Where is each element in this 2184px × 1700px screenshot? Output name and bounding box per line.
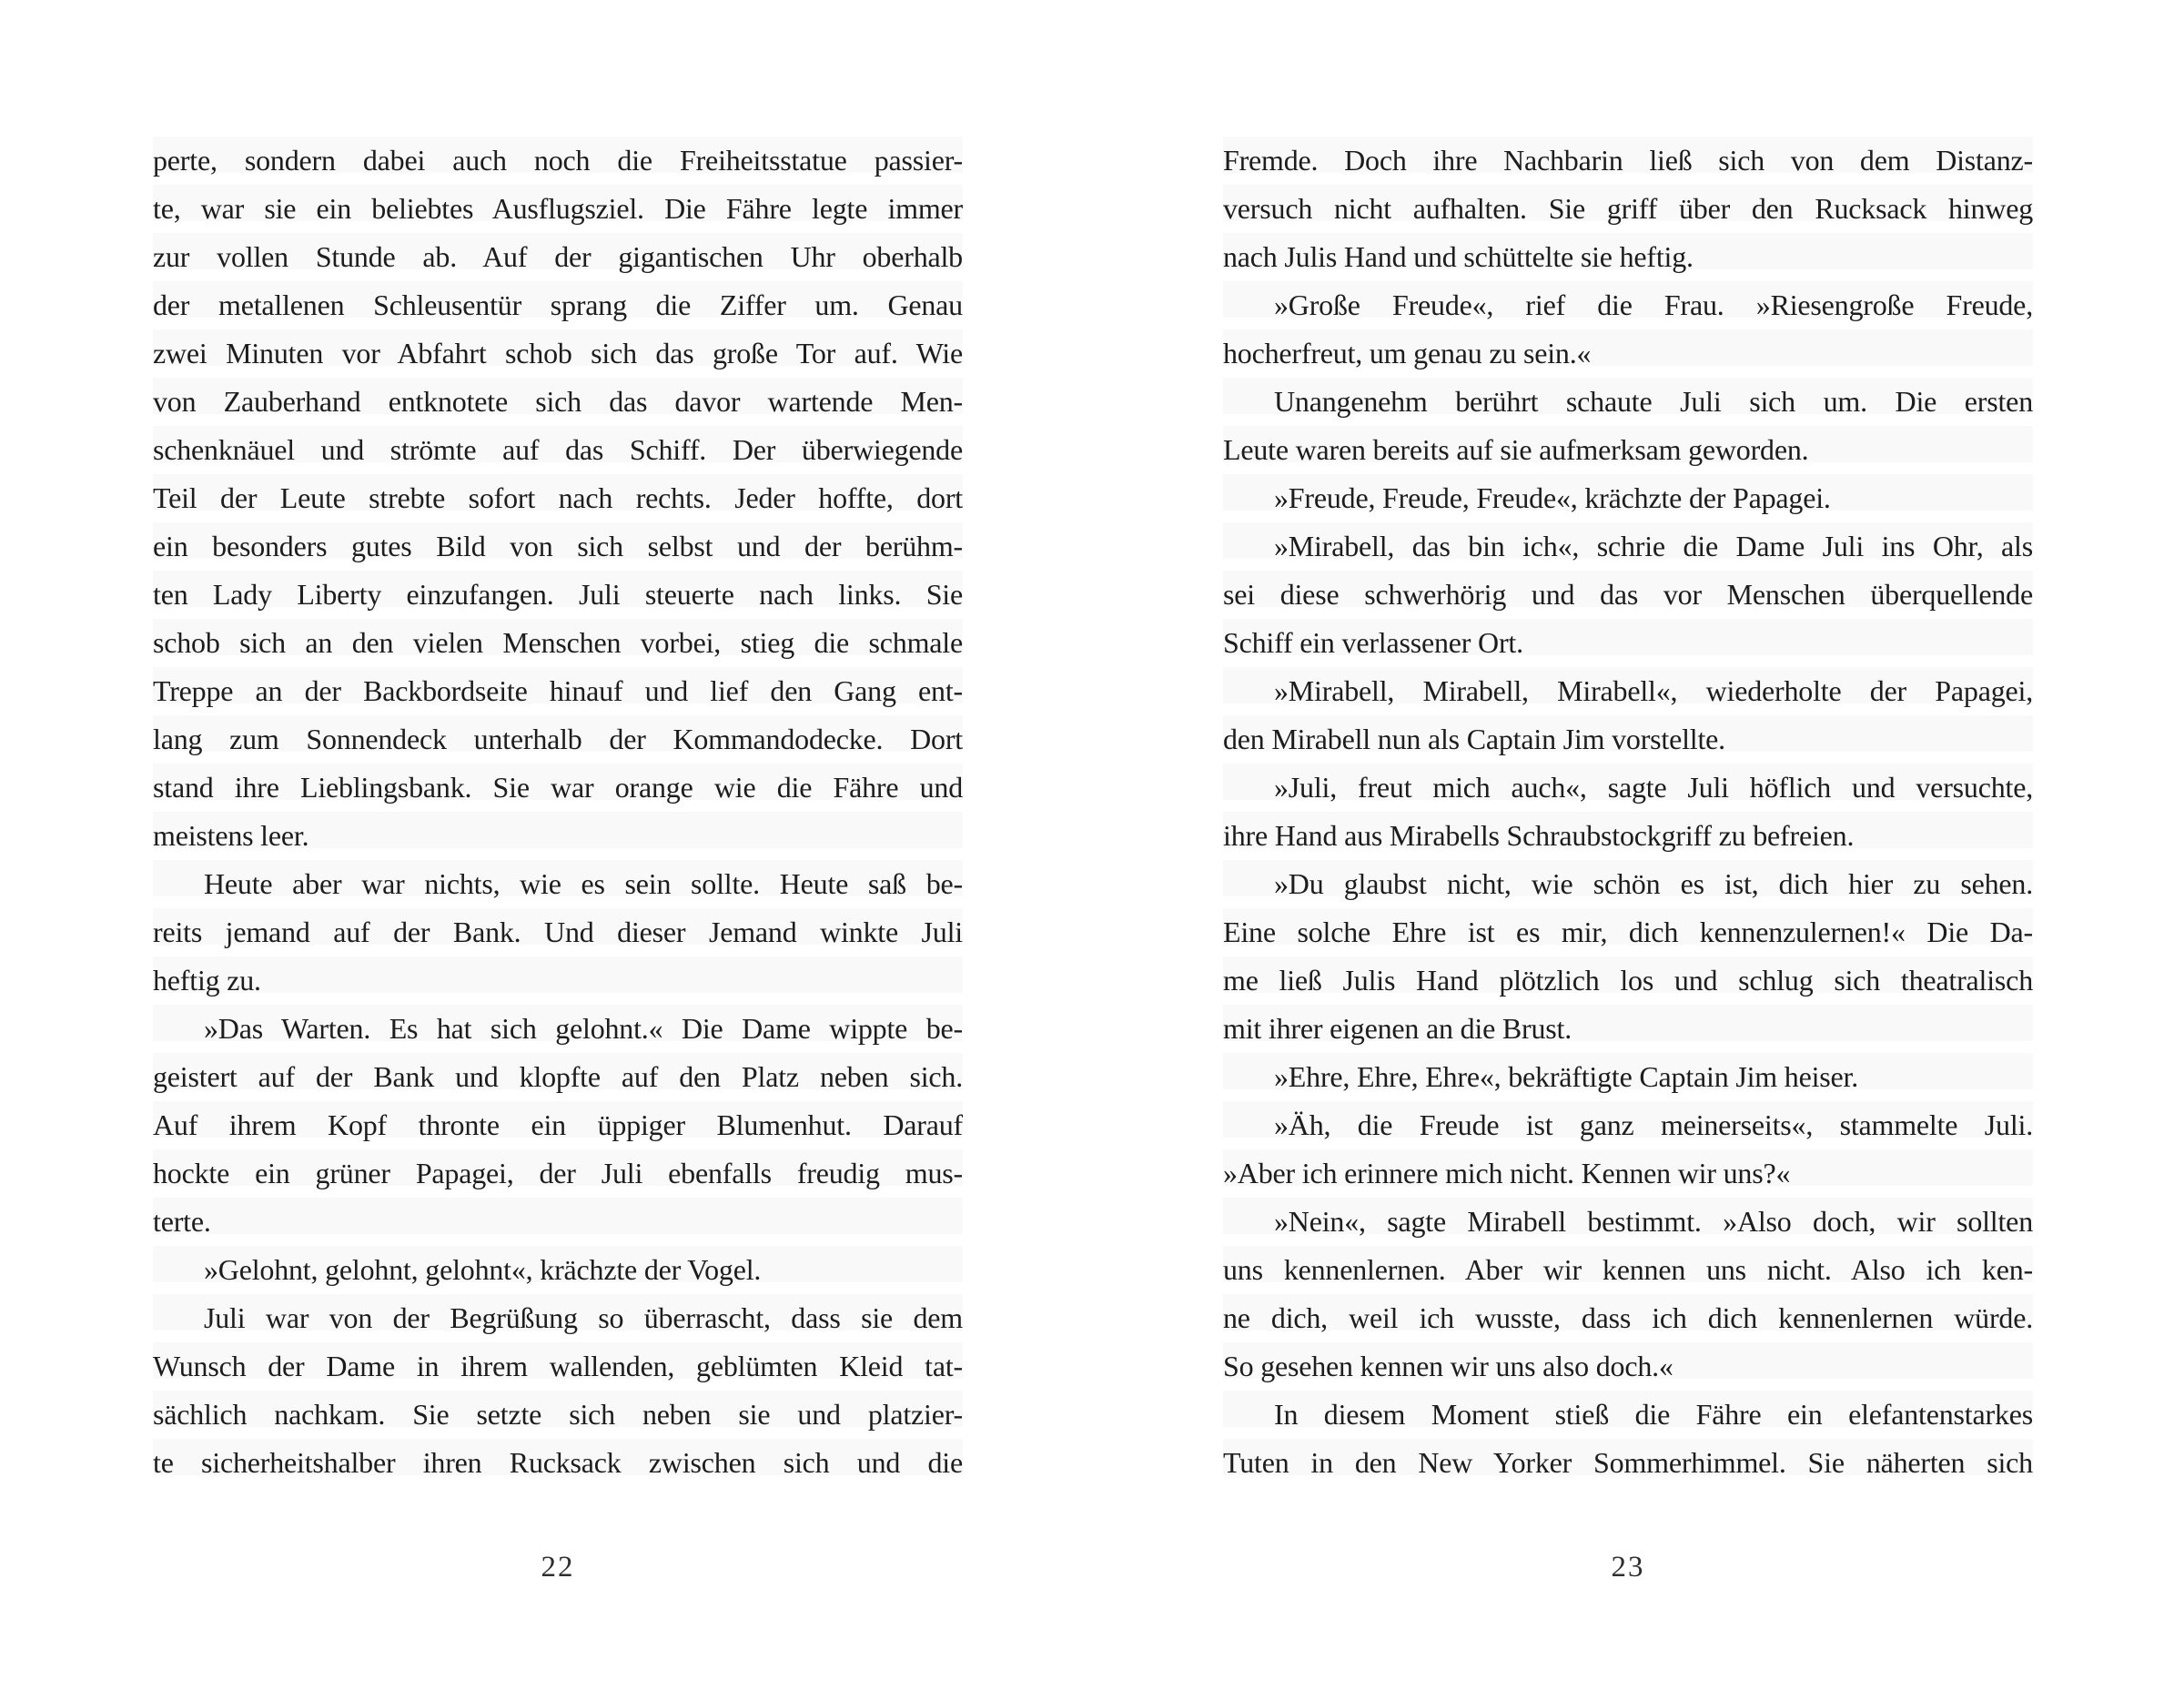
text-line: meistens leer. xyxy=(153,819,309,852)
text-line: Teil der Leute strebte sofort nach rechts. Jeder hoffte, dort xyxy=(153,481,963,514)
text-line: sächlich nachkam. Sie setzte sich neben sie und platzier- xyxy=(153,1398,963,1431)
text-line: me ließ Julis Hand plötzlich los und schlug sich theatralisch xyxy=(1223,964,2033,997)
text-line: schob sich an den vielen Menschen vorbei, stieg die schmale xyxy=(153,626,963,659)
text-line: te, war sie ein beliebtes Ausflugsziel. Die Fähre legte immer xyxy=(153,192,963,225)
text-line: Wunsch der Dame in ihrem wallenden, geblümten Kleid tat- xyxy=(153,1350,963,1382)
page-right-text-block xyxy=(1223,137,2033,1487)
text-line: In diesem Moment stieß die Fähre ein elefantenstarkes xyxy=(1274,1398,2033,1431)
text-line: hockte ein grüner Papagei, der Juli ebenfalls freudig mus- xyxy=(153,1157,963,1189)
text-line: »Das Warten. Es hat sich gelohnt.« Die Dame wippte be- xyxy=(204,1012,963,1045)
text-line: »Juli, freut mich auch«, sagte Juli höflich und versuchte, xyxy=(1274,771,2033,804)
text-line: Tuten in den New Yorker Sommerhimmel. Sie näherten sich xyxy=(1223,1446,2033,1479)
text-line: ten Lady Liberty einzufangen. Juli steuerte nach links. Sie xyxy=(153,578,963,611)
page-number-left: 22 xyxy=(541,1551,575,1584)
text-line: uns kennenlernen. Aber wir kennen uns nicht. Also ich ken- xyxy=(1223,1253,2033,1286)
text-line: den Mirabell nun als Captain Jim vorstellte. xyxy=(1223,723,1725,755)
text-line: von Zauberhand entknotete sich das davor wartende Men- xyxy=(153,385,963,418)
text-line: »Freude, Freude, Freude«, krächzte der Papagei. xyxy=(1274,481,1831,514)
text-line: »Gelohnt, gelohnt, gelohnt«, krächzte der Vogel. xyxy=(204,1253,762,1286)
text-line: »Aber ich erinnere mich nicht. Kennen wir uns?« xyxy=(1223,1157,1791,1189)
text-line: Juli war von der Begrüßung so überrascht, dass sie dem xyxy=(204,1301,963,1334)
text-line: te sicherheitshalber ihren Rucksack zwischen sich und die xyxy=(153,1446,963,1479)
text-line: Eine solche Ehre ist es mir, dich kennenzulernen!« Die Da- xyxy=(1223,916,2033,948)
text-line: schenknäuel und strömte auf das Schiff. Der überwiegende xyxy=(153,433,963,466)
text-line: terte. xyxy=(153,1205,211,1238)
text-line: mit ihrer eigenen an die Brust. xyxy=(1223,1012,1572,1045)
text-line: Auf ihrem Kopf thronte ein üppiger Blumenhut. Darauf xyxy=(153,1108,963,1141)
text-line: ne dich, weil ich wusste, dass ich dich kennenlernen würde. xyxy=(1223,1301,2033,1334)
text-line: sei diese schwerhörig und das vor Menschen überquellende xyxy=(1223,578,2033,611)
text-line: »Ehre, Ehre, Ehre«, bekräftigte Captain Jim heiser. xyxy=(1274,1060,1859,1093)
text-line: Heute aber war nichts, wie es sein sollte. Heute saß be- xyxy=(204,867,963,900)
text-line: heftig zu. xyxy=(153,964,261,997)
page-text xyxy=(1223,137,2033,1487)
text-line: hocherfreut, um genau zu sein.« xyxy=(1223,337,1592,369)
text-line: geistert auf der Bank und klopfte auf den Platz neben sich. xyxy=(153,1060,963,1093)
page-number-right: 23 xyxy=(1611,1551,1645,1584)
text-line: »Große Freude«, rief die Frau. »Riesengroße Freude, xyxy=(1274,288,2033,321)
text-line: Unangenehm berührt schaute Juli sich um. Die ersten xyxy=(1274,385,2033,418)
text-line: »Äh, die Freude ist ganz meinerseits«, stammelte Juli. xyxy=(1274,1108,2033,1141)
text-line: lang zum Sonnendeck unterhalb der Kommandodecke. Dort xyxy=(153,723,963,755)
text-line: ihre Hand aus Mirabells Schraubstockgriff zu befreien. xyxy=(1223,819,1855,852)
text-line: versuch nicht aufhalten. Sie griff über den Rucksack hinweg xyxy=(1223,192,2033,225)
text-line: Treppe an der Backbordseite hinauf und lief den Gang ent- xyxy=(153,674,963,707)
page-left-text-block xyxy=(153,137,963,1487)
text-line: Leute waren bereits auf sie aufmerksam geworden. xyxy=(1223,433,1809,466)
text-line: nach Julis Hand und schüttelte sie heftig. xyxy=(1223,240,1694,273)
text-line: »Mirabell, das bin ich«, schrie die Dame Juli ins Ohr, als xyxy=(1274,530,2033,562)
text-line: So gesehen kennen wir uns also doch.« xyxy=(1223,1350,1673,1382)
text-line: »Mirabell, Mirabell, Mirabell«, wiederholte der Papagei, xyxy=(1274,674,2033,707)
text-line: »Du glaubst nicht, wie schön es ist, dich hier zu sehen. xyxy=(1274,867,2033,900)
text-line: der metallenen Schleusentür sprang die Ziffer um. Genau xyxy=(153,288,963,321)
text-line: perte, sondern dabei auch noch die Freiheitsstatue passier- xyxy=(153,144,963,177)
text-line: zur vollen Stunde ab. Auf der gigantischen Uhr oberhalb xyxy=(153,240,963,273)
text-line: stand ihre Lieblingsbank. Sie war orange wie die Fähre und xyxy=(153,771,963,804)
text-line: »Nein«, sagte Mirabell bestimmt. »Also doch, wir sollten xyxy=(1274,1205,2033,1238)
page-text xyxy=(153,137,963,1487)
text-line: reits jemand auf der Bank. Und dieser Jemand winkte Juli xyxy=(153,916,963,948)
text-line: Fremde. Doch ihre Nachbarin ließ sich von dem Distanz- xyxy=(1223,144,2033,177)
text-line: Schiff ein verlassener Ort. xyxy=(1223,626,1523,659)
text-line: zwei Minuten vor Abfahrt schob sich das große Tor auf. Wie xyxy=(153,337,963,369)
text-line: ein besonders gutes Bild von sich selbst und der berühm- xyxy=(153,530,963,562)
